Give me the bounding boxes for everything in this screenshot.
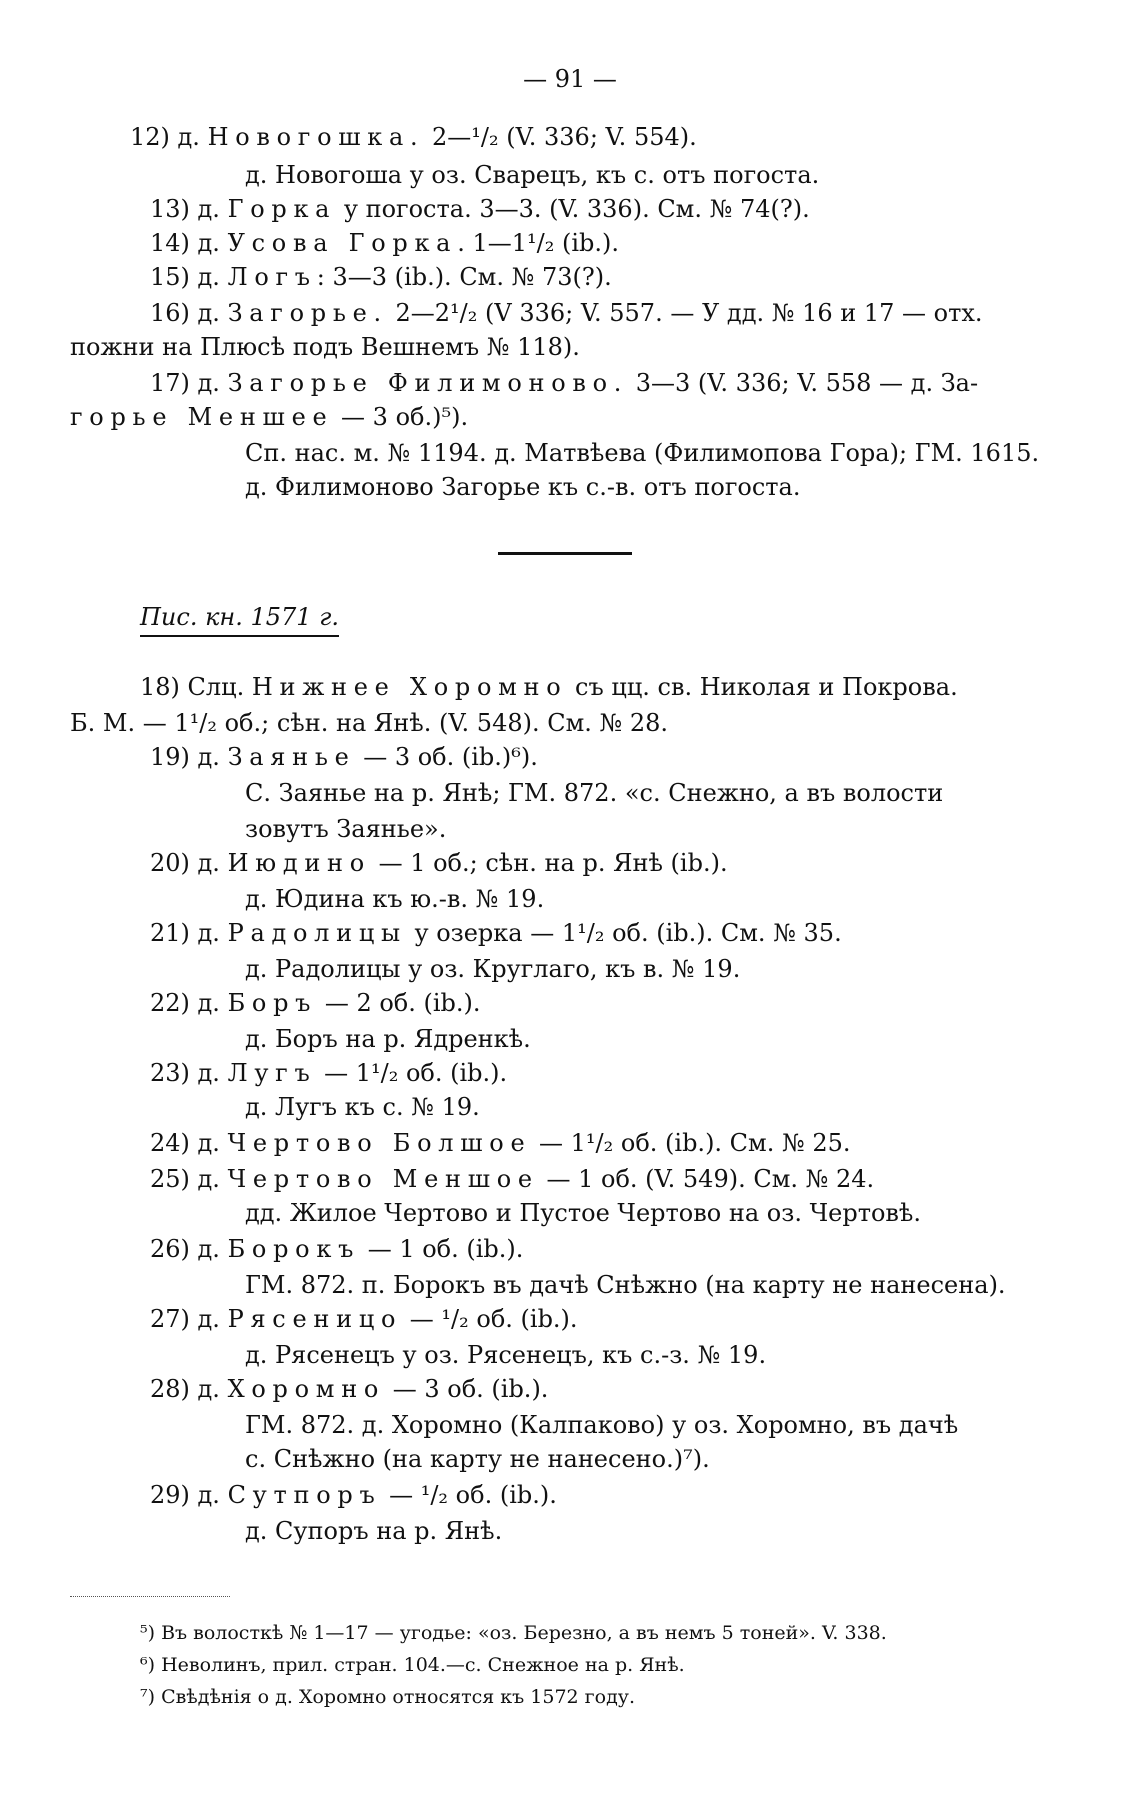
text-line — [245, 1514, 502, 1548]
text-line — [245, 1090, 480, 1124]
text-line — [245, 1268, 1006, 1302]
place-name: Борокъ — [227, 1235, 361, 1263]
line-text: 21) д. — [150, 919, 228, 947]
text-line — [245, 952, 740, 986]
text-line — [245, 1408, 958, 1442]
line-text: 16) д. — [150, 299, 228, 327]
place-name: Чертово Болшое — [227, 1129, 532, 1157]
line-text: — 1 об. (ib.). — [360, 1235, 524, 1263]
line-text: 15) д. — [150, 263, 228, 291]
footnote: ⁷) Свѣдѣнія о д. Хоромно относятся къ 1572 году. — [140, 1686, 635, 1708]
place-name: Сутпоръ — [227, 1481, 382, 1509]
place-name: Июдино — [227, 849, 371, 877]
line-text: — 3 об.)⁵). — [333, 403, 469, 431]
line-text: — ¹/₂ об. (ib.). — [381, 1481, 557, 1509]
line-text: д. Боръ на р. Ядренкѣ. — [245, 1025, 531, 1053]
text-line — [150, 1478, 557, 1512]
section-divider — [498, 552, 632, 555]
line-text: 29) д. — [150, 1481, 228, 1509]
line-text: 28) д. — [150, 1375, 228, 1403]
text-line — [150, 1232, 523, 1266]
line-text: 26) д. — [150, 1235, 228, 1263]
line-text: Б. М. — 1¹/₂ об.; сѣн. на Янѣ. (V. 548). См. № 28. — [70, 709, 669, 737]
line-text: — ¹/₂ об. (ib.). — [402, 1305, 578, 1333]
place-name: Усова Горка — [227, 229, 458, 257]
text-line — [150, 1126, 850, 1160]
line-text: пожни на Плюсѣ подъ Вешнемъ № 118). — [70, 333, 580, 361]
text-line — [150, 1302, 578, 1336]
line-text: д. Филимоново Загорье къ с.-в. отъ погоста. — [245, 473, 801, 501]
text-line — [150, 260, 612, 294]
line-text: 2—¹/₂ (V. 336; V. 554). — [424, 123, 697, 151]
place-name: Радолицы — [227, 919, 407, 947]
line-text: — 1¹/₂ об. (ib.). См. № 25. — [531, 1129, 851, 1157]
text-line — [245, 470, 801, 504]
text-line — [245, 158, 819, 192]
line-text: 27) д. — [150, 1305, 228, 1333]
line-text: д. Радолицы у оз. Круглаго, къ в. № 19. — [245, 955, 741, 983]
place-name: Заянье — [227, 743, 356, 771]
text-line — [70, 400, 468, 434]
text-line — [150, 740, 538, 774]
text-line — [245, 812, 446, 846]
place-name: Хоромно — [227, 1375, 386, 1403]
place-name: горье Меншее — [70, 403, 334, 431]
place-name: Чертово Меншое — [227, 1165, 539, 1193]
line-text: зовутъ Заянье». — [245, 815, 447, 843]
place-name: Новогошка. — [207, 123, 425, 151]
line-text: 23) д. — [150, 1059, 228, 1087]
line-text: д. Рясенецъ у оз. Рясенецъ, къ с.-з. № 19. — [245, 1341, 767, 1369]
line-text: 20) д. — [150, 849, 228, 877]
footnote: ⁵) Въ волосткѣ № 1—17 — угодье: «оз. Березно, а въ немъ 5 тоней». V. 338. — [140, 1622, 887, 1644]
place-name: Горка — [227, 195, 337, 223]
line-text: С. Заянье на р. Янѣ; ГМ. 872. «с. Снежно, а въ волости — [245, 779, 944, 807]
line-text: у озерка — 1¹/₂ об. (ib.). См. № 35. — [406, 919, 842, 947]
place-name: Загорье Филимоново. — [227, 369, 629, 397]
text-line — [150, 192, 810, 226]
place-name: Логъ — [227, 263, 317, 291]
line-text: 14) д. — [150, 229, 228, 257]
text-line — [150, 1162, 874, 1196]
line-text: : 3—3 (ib.). См. № 73(?). — [316, 263, 612, 291]
line-text: 2—2¹/₂ (V 336; V. 557. — У дд. № 16 и 17 — отх. — [387, 299, 983, 327]
text-line — [130, 120, 697, 154]
line-text: — 3 об. (ib.). — [385, 1375, 549, 1403]
line-text: д. Супоръ на р. Янѣ. — [245, 1517, 503, 1545]
text-line — [150, 916, 842, 950]
text-line — [245, 1442, 710, 1476]
text-line — [150, 366, 978, 400]
line-text: 24) д. — [150, 1129, 228, 1157]
line-text: ГМ. 872. п. Борокъ въ дачѣ Снѣжно (на карту не нанесена). — [245, 1271, 1006, 1299]
footnote-separator — [70, 1596, 230, 1597]
text-line — [245, 1338, 766, 1372]
line-text: . 1—1¹/₂ (ib.). — [457, 229, 619, 257]
line-text: у погоста. 3—3. (V. 336). См. № 74(?). — [336, 195, 810, 223]
text-line — [245, 1022, 531, 1056]
line-text: — 1 об.; сѣн. на р. Янѣ (ib.). — [370, 849, 728, 877]
place-name: Нижнее Хоромно — [251, 673, 568, 701]
line-text: д. Новогоша у оз. Сварецъ, къ с. отъ погоста. — [245, 161, 820, 189]
page-number: — 91 — — [523, 65, 617, 93]
footnote: ⁶) Неволинъ, прил. стран. 104.—с. Снежное на р. Янѣ. — [140, 1654, 685, 1676]
line-text: 13) д. — [150, 195, 228, 223]
line-text: 22) д. — [150, 989, 228, 1017]
text-line — [245, 436, 1039, 470]
text-line — [70, 706, 668, 740]
line-text: Сп. нас. м. № 1194. д. Матвѣева (Филимопова Гора); ГМ. 1615. — [245, 439, 1040, 467]
line-text: 3—3 (V. 336; V. 558 — д. За- — [628, 369, 979, 397]
section-heading: Пис. кн. 1571 г. — [140, 600, 339, 637]
text-line — [150, 296, 983, 330]
text-line — [245, 1196, 921, 1230]
place-name: Боръ — [227, 989, 318, 1017]
text-line — [245, 776, 943, 810]
text-line — [245, 882, 544, 916]
line-text: д. Юдина къ ю.-в. № 19. — [245, 885, 545, 913]
line-text: ГМ. 872. д. Хоромно (Калпаково) у оз. Хоромно, въ дачѣ — [245, 1411, 959, 1439]
line-text: д. Лугъ къ с. № 19. — [245, 1093, 480, 1121]
text-line — [150, 986, 481, 1020]
line-text: 18) Слц. — [140, 673, 252, 701]
line-text: с. Снѣжно (на карту не нанесено.)⁷). — [245, 1445, 710, 1473]
line-text: съ цц. св. Николая и Покрова. — [567, 673, 958, 701]
place-name: Рясеницо — [227, 1305, 403, 1333]
text-line — [140, 670, 958, 704]
line-text: — 3 об. (ib.)⁶). — [355, 743, 538, 771]
line-text: 12) д. — [130, 123, 208, 151]
place-name: Лугъ — [227, 1059, 317, 1087]
text-line — [150, 226, 619, 260]
line-text: дд. Жилое Чертово и Пустое Чертово на оз. Чертовѣ. — [245, 1199, 922, 1227]
text-line — [150, 1372, 548, 1406]
text-line — [150, 1056, 507, 1090]
place-name: Загорье. — [227, 299, 388, 327]
line-text: 17) д. — [150, 369, 228, 397]
text-line — [150, 846, 728, 880]
line-text: 25) д. — [150, 1165, 228, 1193]
line-text: — 1¹/₂ об. (ib.). — [316, 1059, 508, 1087]
line-text: — 2 об. (ib.). — [317, 989, 481, 1017]
line-text: — 1 об. (V. 549). См. № 24. — [538, 1165, 875, 1193]
text-line — [70, 330, 580, 364]
line-text: 19) д. — [150, 743, 228, 771]
